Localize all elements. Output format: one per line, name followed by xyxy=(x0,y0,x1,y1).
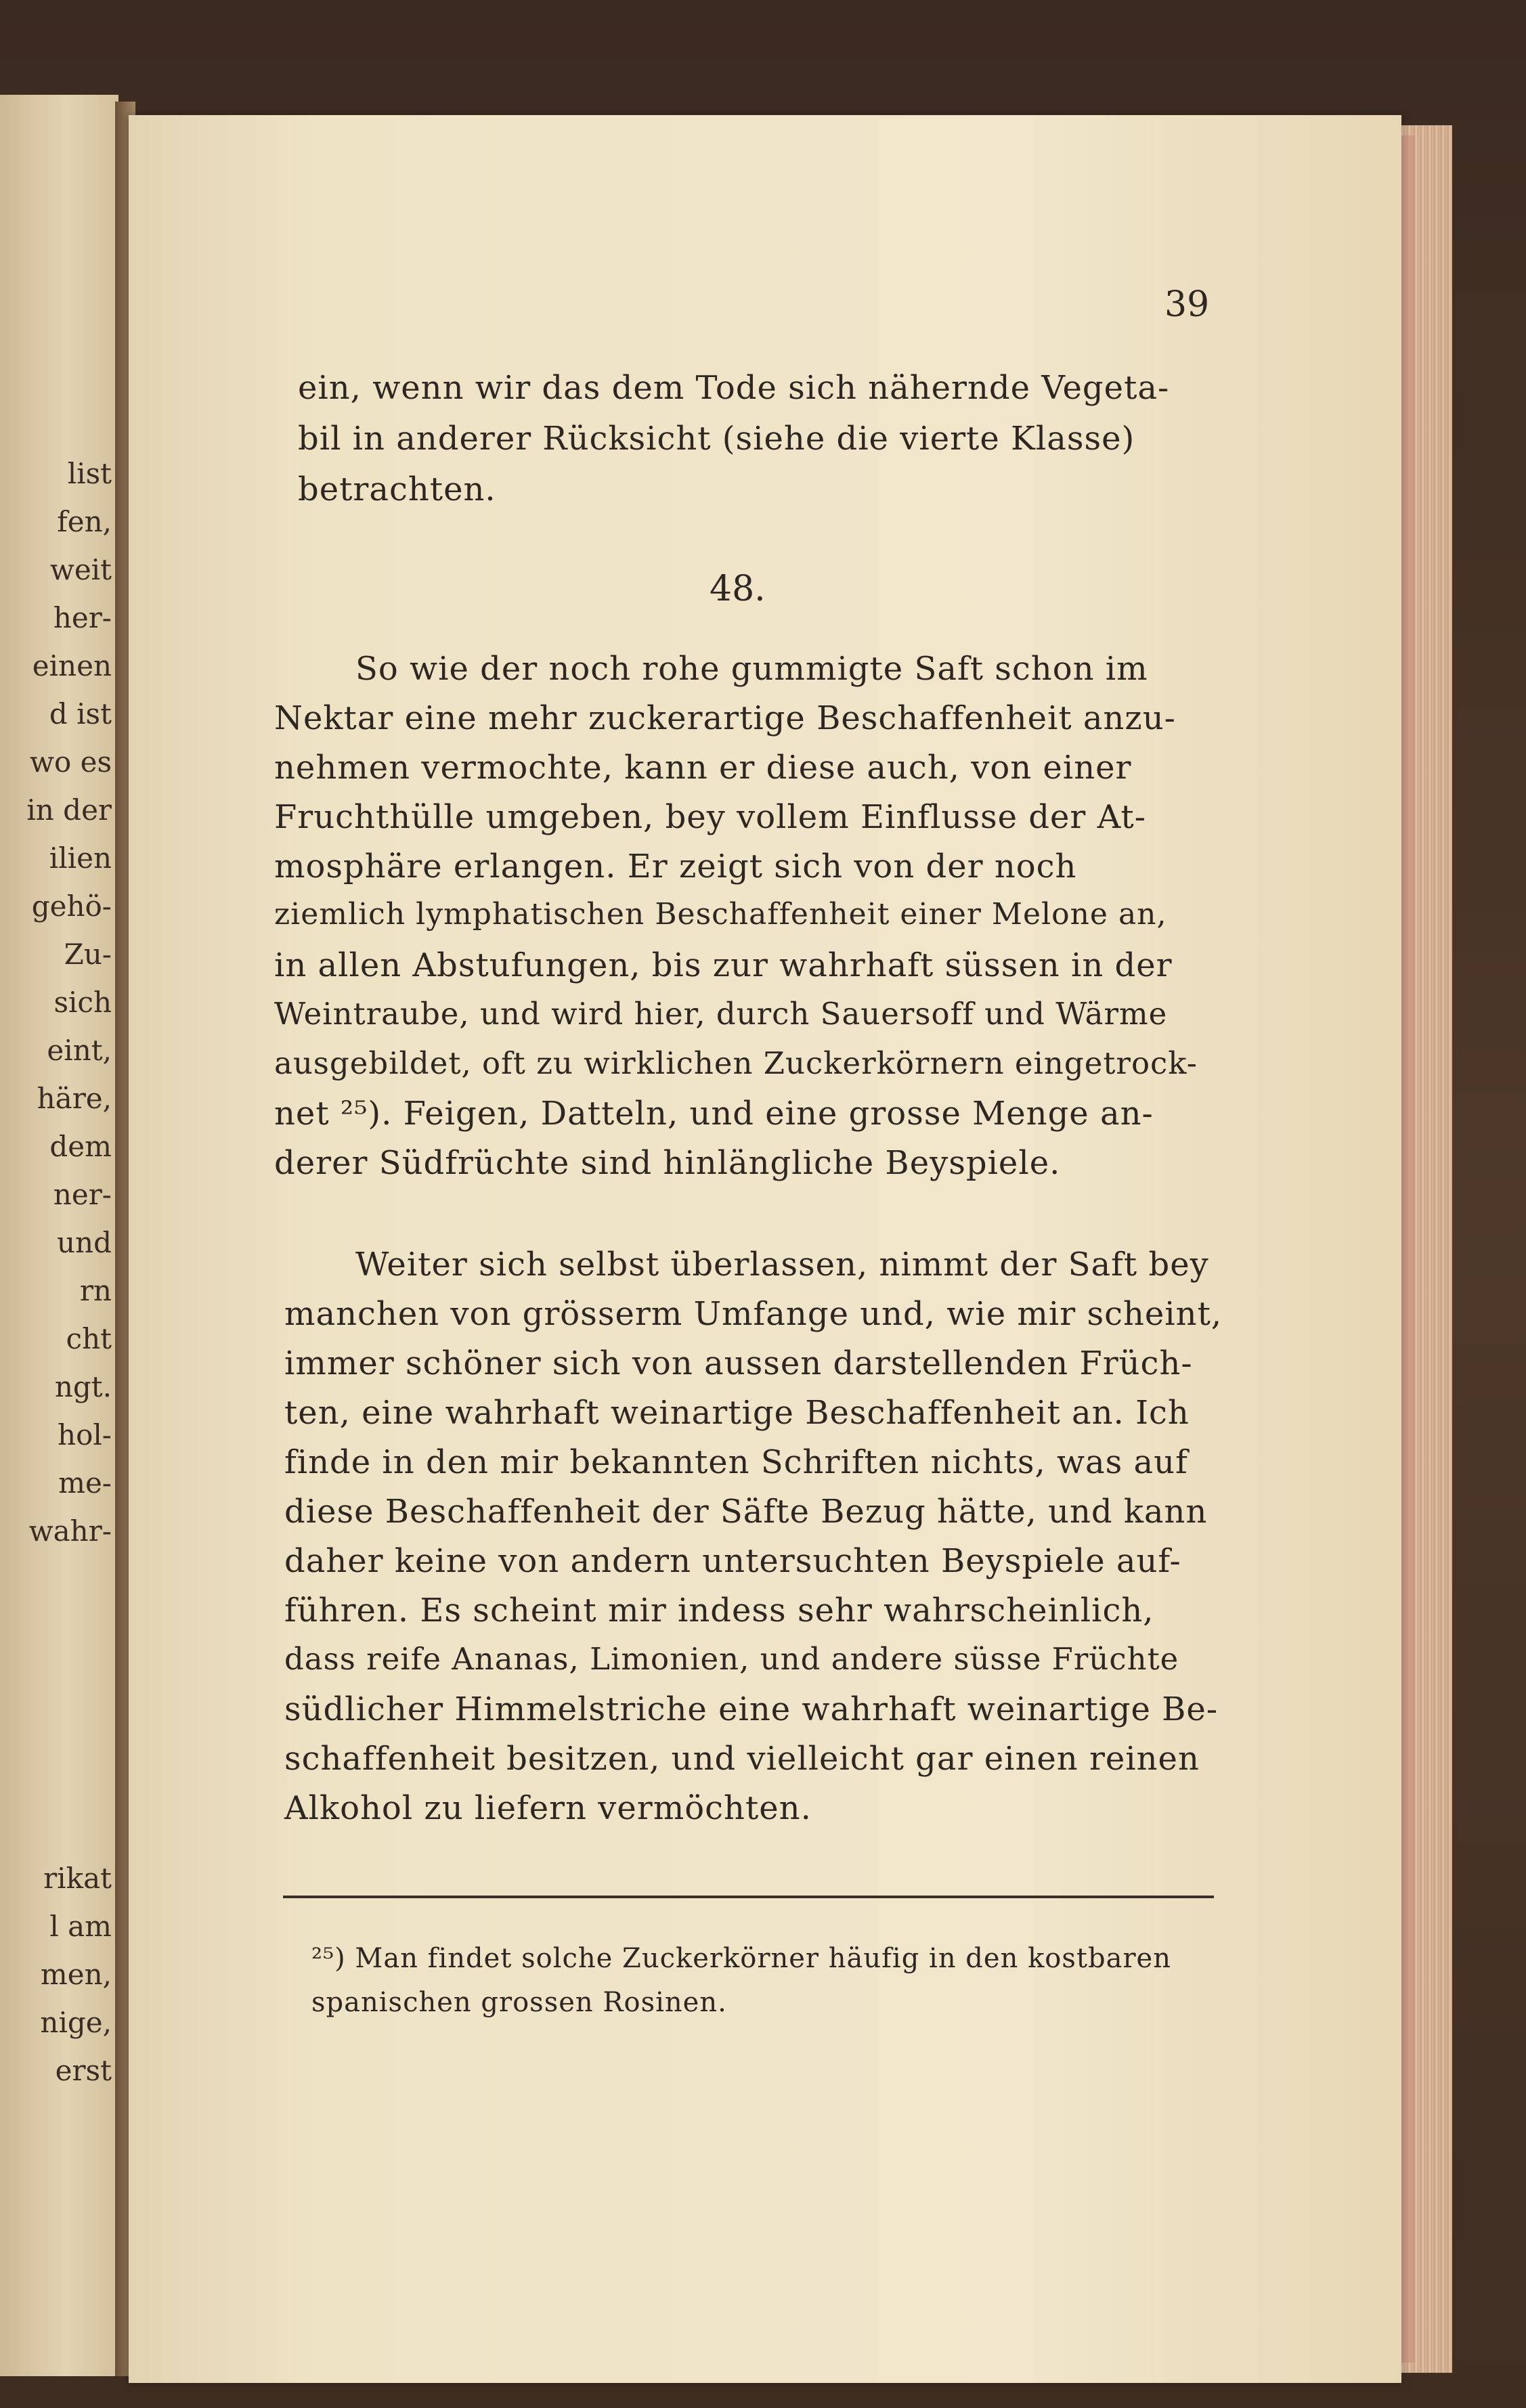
facing-line: häre, xyxy=(37,1082,112,1115)
text-line: mosphäre erlangen. Er zeigt sich von der noch xyxy=(274,848,1077,885)
text-line: ten, eine wahrhaft weinartige Beschaffenheit an. Ich xyxy=(284,1394,1190,1432)
facing-line: cht xyxy=(66,1322,112,1355)
text-line: nehmen vermochte, kann er diese auch, von einer xyxy=(274,749,1132,787)
facing-line: list xyxy=(67,457,112,490)
text-line: So wie der noch rohe gummigte Saft schon im xyxy=(355,650,1148,688)
text-line: dass reife Ananas, Limonien, und andere süsse Früchte xyxy=(284,1641,1179,1677)
text-line: Weiter sich selbst überlassen, nimmt der Saft bey xyxy=(355,1246,1209,1284)
facing-line: ner- xyxy=(53,1178,112,1211)
facing-line: erst xyxy=(55,2054,112,2087)
facing-line: rn xyxy=(79,1274,112,1307)
text-line: net ²⁵). Feigen, Datteln, und eine grosse Menge an- xyxy=(274,1095,1154,1133)
facing-line: in der xyxy=(26,793,112,827)
facing-line: nige, xyxy=(40,2006,112,2039)
facing-line: und xyxy=(57,1226,112,1259)
footnote-rule xyxy=(283,1896,1214,1898)
text-line: Alkohol zu liefern vermöchten. xyxy=(284,1789,812,1827)
text-line: derer Südfrüchte sind hinlängliche Beyspiele. xyxy=(274,1144,1061,1182)
footnote-line: ²⁵) Man findet solche Zuckerkörner häufig in den kostbaren xyxy=(311,1943,1171,1974)
facing-line: men, xyxy=(40,1958,112,1991)
facing-line: me- xyxy=(58,1466,112,1499)
facing-line: fen, xyxy=(57,505,112,538)
facing-line: ngt. xyxy=(54,1370,112,1403)
facing-line: gehö- xyxy=(31,890,112,923)
text-line: betrachten. xyxy=(298,470,496,508)
text-line: in allen Abstufungen, bis zur wahrhaft süssen in der xyxy=(274,946,1173,984)
facing-page xyxy=(0,95,118,2376)
text-line: Weintraube, und wird hier, durch Sauersoff und Wärme xyxy=(274,996,1168,1032)
facing-line: wahr- xyxy=(28,1514,112,1548)
facing-line: Zu- xyxy=(64,938,112,971)
text-line: manchen von grösserm Umfange und, wie mir scheint, xyxy=(284,1295,1223,1333)
text-line: daher keine von andern untersuchten Beyspiele auf- xyxy=(284,1542,1181,1580)
text-line: führen. Es scheint mir indess sehr wahrscheinlich, xyxy=(284,1592,1154,1629)
facing-line: sich xyxy=(53,986,112,1019)
text-line: diese Beschaffenheit der Säfte Bezug hätte, und kann xyxy=(284,1493,1208,1531)
footnote-line: spanischen grossen Rosinen. xyxy=(311,1987,727,2018)
text-line: immer schöner sich von aussen darstellenden Früch- xyxy=(284,1344,1193,1382)
page-number: 39 xyxy=(1164,284,1210,325)
facing-line: d ist xyxy=(49,697,112,730)
facing-line: her- xyxy=(53,601,112,634)
text-line: ziemlich lymphatischen Beschaffenheit einer Melone an, xyxy=(274,897,1167,932)
text-line: bil in anderer Rücksicht (siehe die vierte Klasse) xyxy=(298,420,1135,458)
facing-line: eint, xyxy=(47,1034,112,1067)
facing-line: einen xyxy=(32,649,112,682)
text-line: schaffenheit besitzen, und vielleicht gar einen reinen xyxy=(284,1740,1200,1778)
text-line: Nektar eine mehr zuckerartige Beschaffenheit anzu- xyxy=(274,699,1176,737)
text-line: ein, wenn wir das dem Tode sich nähernde Vegeta- xyxy=(298,369,1170,407)
text-line: südlicher Himmelstriche eine wahrhaft weinartige Be- xyxy=(284,1690,1219,1728)
facing-line: dem xyxy=(49,1130,112,1163)
text-line: Fruchthülle umgeben, bey vollem Einflusse der At- xyxy=(274,798,1146,836)
facing-line: l am xyxy=(49,1910,112,1943)
facing-line: hol- xyxy=(58,1418,112,1451)
text-line: ausgebildet, oft zu wirklichen Zuckerkörnern eingetrock- xyxy=(274,1045,1198,1081)
facing-line: ilien xyxy=(49,841,112,875)
facing-line: weit xyxy=(49,553,112,586)
facing-line: rikat xyxy=(43,1862,112,1895)
facing-line: wo es xyxy=(30,745,112,779)
text-line: finde in den mir bekannten Schriften nichts, was auf xyxy=(284,1443,1188,1481)
section-number: 48. xyxy=(710,569,766,609)
